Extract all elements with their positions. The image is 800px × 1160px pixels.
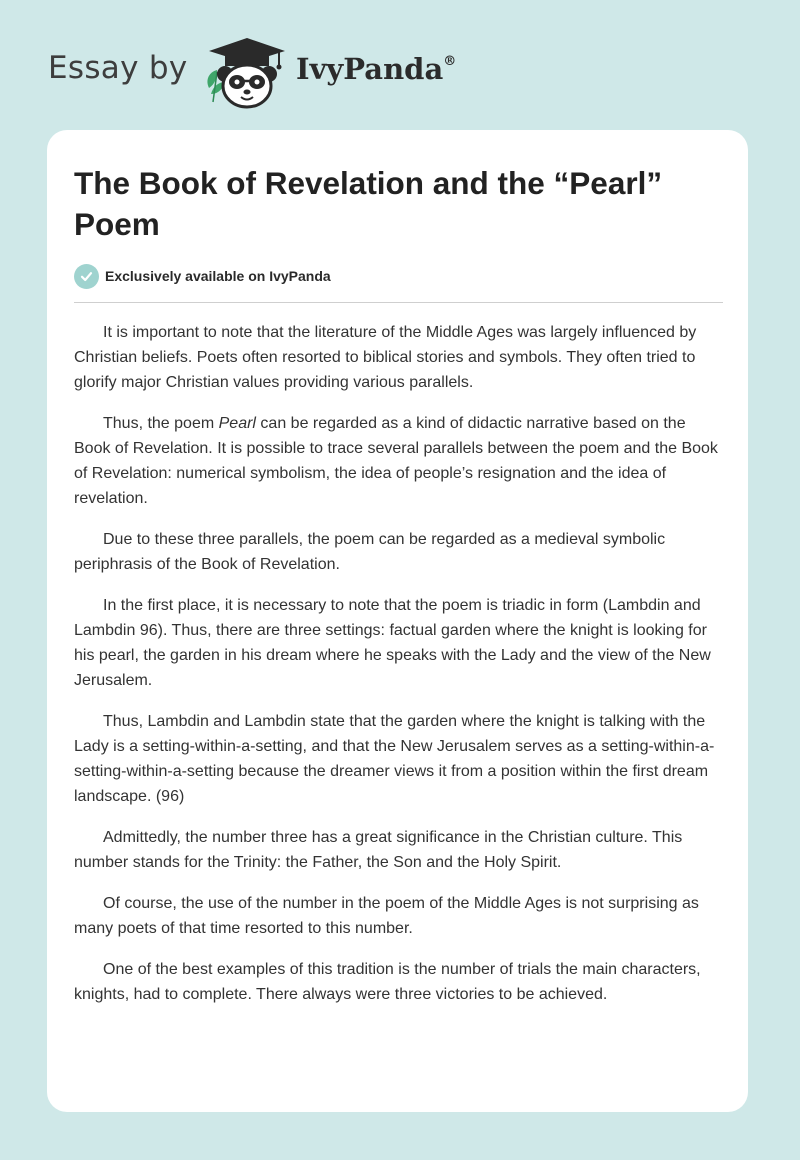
paragraph: One of the best examples of this tradition is the number of trials the main characters, knights, had to complete. There always were three victories to be achieved. [74,961,701,1003]
paragraph [74,411,726,511]
paragraph: It is important to note that the literature of the Middle Ages was largely influenced by Christian beliefs. Poets often resorted to biblical stories and symbols. They often tried to glorify major Christian values providing various parallels. [74,324,697,391]
paragraph: Due to these three parallels, the poem can be regarded as a medieval symbolic periphrasis of the Book of Revelation. [74,531,666,573]
essay-card [47,130,748,1112]
paragraph: Of course, the use of the number in the poem of the Middle Ages is not surprising as many poets of that time resorted to this number. [74,895,699,937]
page-title: The Book of Revelation and the “Pearl” Poem [74,165,663,242]
site-header [48,36,508,110]
essay-body [74,320,726,1023]
exclusive-label: Exclusively available on IvyPanda [105,268,331,284]
divider [74,302,723,303]
brand-name-text: IvyPanda [296,52,444,86]
essay-by-label: Essay by [48,50,188,86]
check-circle-icon [74,264,99,289]
exclusive-badge [74,263,331,289]
paragraph-text: can be regarded as a kind of didactic narrative based on the Book of Revelation. It is possible to trace several parallels between the poem and the Book of Revelation: numerical symbolism, the idea of people’s resignation and the idea of revelation. [74,415,718,507]
paragraph: Thus, Lambdin and Lambdin state that the garden where the knight is talking with the Lady is a setting-within-a-setting, and that the New Jerusalem serves as a setting-within-a-setting-within-a-setting because the dreamer views it from a position within the first dream landscape. (96) [74,713,715,805]
brand-name[interactable] [296,52,456,86]
registered-mark: ® [443,54,457,69]
paragraph: In the first place, it is necessary to note that the poem is triadic in form (Lambdin and Lambdin 96). Thus, there are three settings: factual garden where the knight is looking for his pearl, the garden in his dream where he speaks with the Lady and the view of the New Jerusalem. [74,597,711,689]
emphasized-title: Pearl [218,415,256,432]
paragraph: Admittedly, the number three has a great significance in the Christian culture. This number stands for the Trinity: the Father, the Son and the Holy Spirit. [74,829,683,871]
paragraph-text: Thus, the poem [103,415,219,432]
panda-graduate-logo-icon[interactable] [203,36,289,110]
